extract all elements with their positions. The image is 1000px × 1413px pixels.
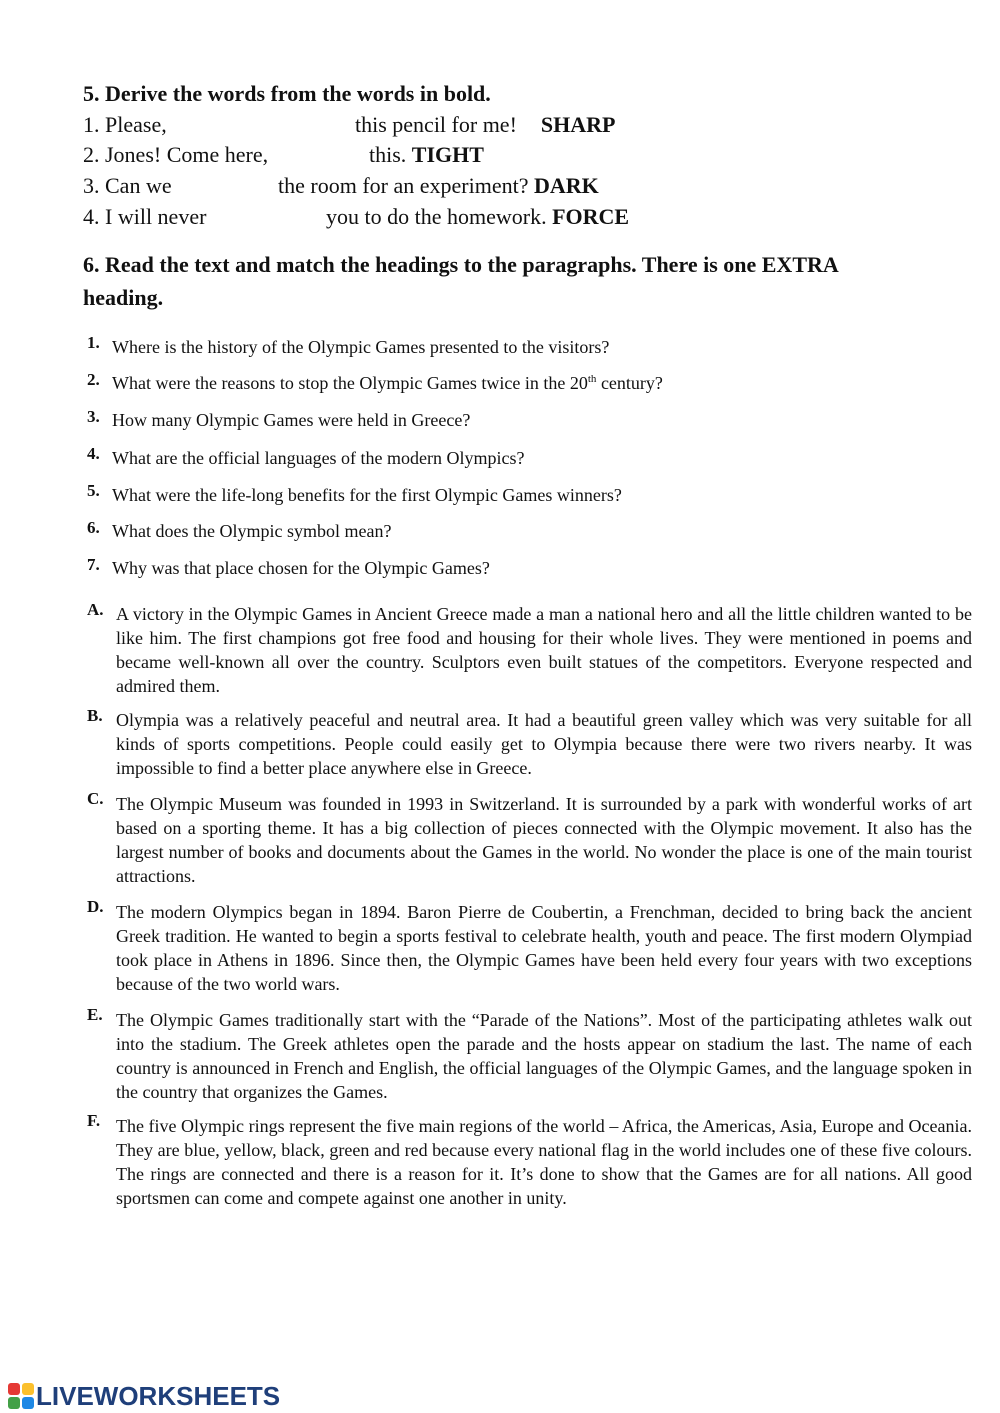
question-number: 6.	[87, 518, 100, 537]
paragraph-letter: D.	[87, 897, 104, 916]
question-text: How many Olympic Games were held in Greece?	[112, 410, 471, 430]
item-prefix: 3. Can we	[83, 173, 172, 198]
bold-word: DARK	[533, 173, 599, 198]
question-text-end: century?	[596, 373, 663, 393]
logo-square	[8, 1397, 20, 1409]
question-number: 3.	[87, 407, 100, 426]
question-text-main: What were the reasons to stop the Olympic Games twice in the 20	[112, 373, 588, 393]
logo-text: LIVEWORKSHEETS	[36, 1380, 281, 1411]
paragraph-text: The Olympic Museum was founded in 1993 in Switzerland. It is surrounded by a park with wonderful works of art based on a sporting theme. It has a big collection of pieces connected with the Olympic movement. It also has the largest number of books and documents about the Games in the world. No wonder the place is one of the main tourist attractions.	[116, 794, 972, 886]
bold-word: SHARP	[540, 112, 616, 137]
item-prefix: 2. Jones! Come here,	[83, 142, 269, 167]
item-prefix: 4. I will never	[83, 204, 207, 229]
bold-word: FORCE	[552, 204, 630, 229]
exercise-6-title: 6. Read the text and match the headings to the paragraphs. There is one EXTRA heading.	[83, 252, 838, 310]
question-text: Why was that place chosen for the Olympic Games?	[112, 558, 490, 578]
superscript: th	[587, 373, 597, 385]
question-text: What were the life-long benefits for the first Olympic Games winners?	[112, 485, 622, 505]
exercise-5-title: 5. Derive the words from the words in bold.	[83, 81, 491, 106]
exercise-5-item-3	[83, 173, 599, 199]
paragraph-text: The five Olympic rings represent the five main regions of the world – Africa, the Americas, Asia, Europe and Oceania. They are blue, yellow, black, green and red because every national flag in the world includes one of these five colours. The rings are connected and there is a reason for it. It’s done to show that the Games are for all nations. All good sportsmen can come and compete against one another in unity.	[116, 1116, 972, 1208]
question-number: 5.	[87, 481, 100, 500]
paragraph-text: The Olympic Games traditionally start with the “Parade of the Nations”. Most of the participating athletes walk out into the stadium. The Greek athletes open the parade and the hosts appear on stadium the last. The name of each country is announced in French and English, the official languages of the Olympic Games, and the language spoken in the country that organizes the Games.	[116, 1010, 972, 1102]
logo-mark-icon	[8, 1383, 34, 1409]
exercise-5-item-2	[83, 142, 484, 168]
paragraph-text: Olympia was a relatively peaceful and neutral area. It had a beautiful green valley which was very suitable for all kinds of sports competitions. People could easily get to Olympia because there were two rivers nearby. It was impossible to find a better place anywhere else in Greece.	[116, 710, 972, 778]
item-suffix: this.	[369, 142, 407, 167]
logo-square	[22, 1397, 34, 1409]
question-text: What does the Olympic symbol mean?	[112, 521, 392, 541]
item-prefix: 1. Please,	[83, 112, 167, 137]
bold-word: TIGHT	[411, 142, 484, 167]
paragraph-letter: B.	[87, 706, 103, 725]
item-suffix: you to do the homework.	[326, 204, 547, 229]
question-number: 2.	[87, 370, 100, 389]
paragraph-letter: E.	[87, 1005, 103, 1024]
paragraph-text: The modern Olympics began in 1894. Baron Pierre de Coubertin, a Frenchman, decided to bring back the ancient Greek tradition. He wanted to begin a sports festival to celebrate health, youth and peace. The first modern Olympiad took place in Athens in 1896. Since then, the Olympic Games have been held every four years with two exceptions because of the two world wars.	[116, 902, 972, 994]
item-suffix: the room for an experiment?	[278, 173, 529, 198]
paragraph-letter: C.	[87, 789, 104, 808]
question-number: 1.	[87, 333, 100, 352]
paragraph-letter: F.	[87, 1111, 101, 1130]
liveworksheets-logo	[8, 1381, 280, 1411]
question-number: 7.	[87, 555, 100, 574]
question-text: Where is the history of the Olympic Games presented to the visitors?	[112, 337, 610, 357]
exercise-5-item-1	[83, 112, 616, 138]
paragraph-letter: A.	[87, 600, 104, 619]
question-text: What are the official languages of the modern Olympics?	[112, 448, 525, 468]
item-suffix: this pencil for me!	[355, 112, 517, 137]
question-text	[112, 373, 663, 394]
paragraph-text: A victory in the Olympic Games in Ancient Greece made a man a national hero and all the little children wanted to be like him. The first champions got free food and housing for their whole lives. They were mentioned in poems and became well-known all over the country. Sculptors even built statues of the competitors. Everyone respected and admired them.	[116, 604, 972, 696]
logo-square	[8, 1383, 20, 1395]
question-number: 4.	[87, 444, 100, 463]
exercise-5-item-4	[83, 204, 630, 230]
logo-square	[22, 1383, 34, 1395]
